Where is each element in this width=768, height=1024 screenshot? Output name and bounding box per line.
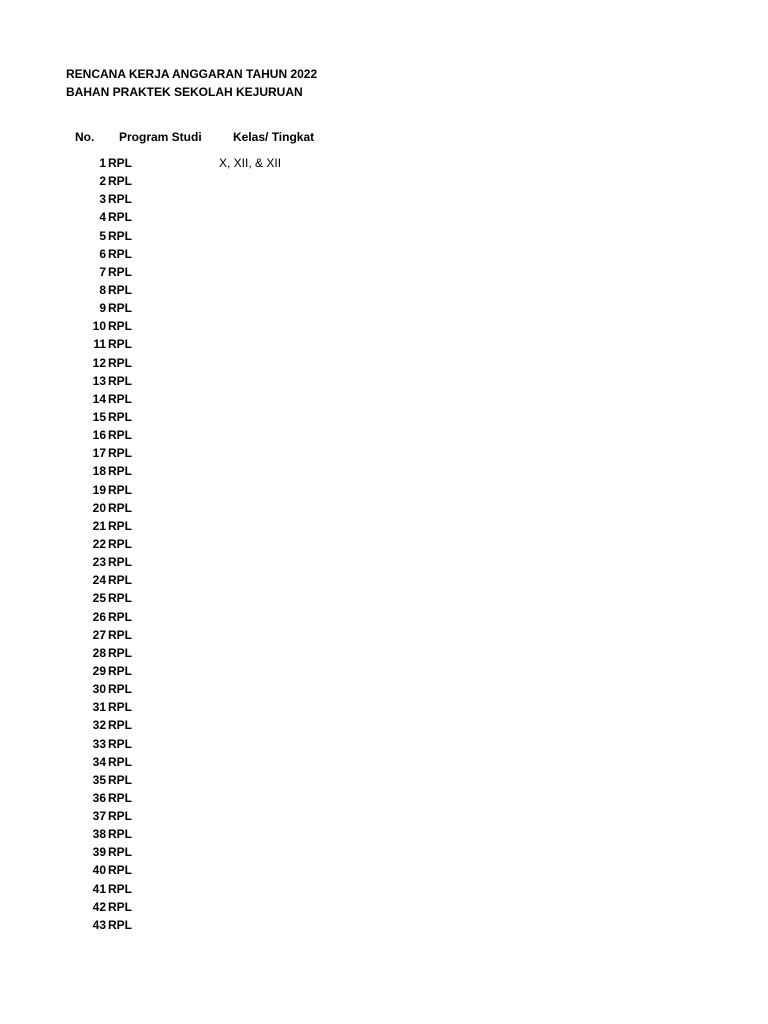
row-program-studi: RPL bbox=[108, 228, 132, 243]
row-program-studi: RPL bbox=[108, 863, 132, 878]
row-program-studi: RPL bbox=[108, 754, 132, 769]
table-row bbox=[0, 863, 400, 881]
table-row bbox=[0, 392, 400, 410]
row-program-studi: RPL bbox=[108, 809, 132, 824]
row-program-studi: RPL bbox=[108, 827, 132, 842]
row-program-studi: RPL bbox=[108, 899, 132, 914]
row-number: 23 bbox=[92, 555, 106, 570]
row-number: 7 bbox=[99, 264, 106, 279]
row-program-studi: RPL bbox=[108, 355, 132, 370]
table-row bbox=[0, 809, 400, 827]
row-program-studi: RPL bbox=[108, 156, 132, 170]
row-program-studi: RPL bbox=[108, 736, 132, 751]
row-program-studi: RPL bbox=[108, 301, 132, 316]
table-row bbox=[0, 682, 400, 700]
table-row bbox=[0, 174, 400, 192]
row-number: 17 bbox=[92, 446, 106, 461]
row-program-studi: RPL bbox=[108, 391, 132, 406]
table-row bbox=[0, 483, 400, 501]
row-program-studi: RPL bbox=[108, 428, 132, 443]
row-program-studi: RPL bbox=[108, 282, 132, 297]
row-program-studi: RPL bbox=[108, 536, 132, 551]
table-row bbox=[0, 845, 400, 863]
table-body bbox=[0, 156, 400, 936]
row-number: 32 bbox=[92, 718, 106, 733]
row-number: 8 bbox=[99, 282, 106, 297]
row-number: 9 bbox=[99, 301, 106, 316]
row-number: 41 bbox=[92, 881, 106, 896]
row-program-studi: RPL bbox=[108, 500, 132, 515]
table-row bbox=[0, 737, 400, 755]
row-number: 22 bbox=[92, 536, 106, 551]
row-program-studi: RPL bbox=[108, 192, 132, 207]
table-row bbox=[0, 283, 400, 301]
row-program-studi: RPL bbox=[108, 700, 132, 715]
row-number: 16 bbox=[92, 428, 106, 443]
row-number: 34 bbox=[92, 754, 106, 769]
row-program-studi: RPL bbox=[108, 627, 132, 642]
table-row bbox=[0, 591, 400, 609]
row-program-studi: RPL bbox=[108, 718, 132, 733]
table-row bbox=[0, 319, 400, 337]
table-row bbox=[0, 301, 400, 319]
row-number: 19 bbox=[92, 482, 106, 497]
table-row bbox=[0, 555, 400, 573]
row-number: 30 bbox=[92, 682, 106, 697]
row-program-studi: RPL bbox=[108, 373, 132, 388]
table-row bbox=[0, 519, 400, 537]
row-program-studi: RPL bbox=[108, 482, 132, 497]
row-program-studi: RPL bbox=[108, 573, 132, 588]
row-number: 36 bbox=[92, 790, 106, 805]
row-number: 15 bbox=[92, 409, 106, 424]
table-row bbox=[0, 918, 400, 936]
row-program-studi: RPL bbox=[108, 555, 132, 570]
table-row bbox=[0, 192, 400, 210]
table-row bbox=[0, 882, 400, 900]
row-number: 31 bbox=[92, 700, 106, 715]
table-row bbox=[0, 610, 400, 628]
row-number: 2 bbox=[99, 174, 106, 189]
table-row bbox=[0, 900, 400, 918]
row-number: 27 bbox=[92, 627, 106, 642]
row-number: 43 bbox=[92, 917, 106, 932]
row-program-studi: RPL bbox=[108, 609, 132, 624]
table-row bbox=[0, 337, 400, 355]
table-row bbox=[0, 827, 400, 845]
row-program-studi: RPL bbox=[108, 246, 132, 261]
row-number: 10 bbox=[92, 319, 106, 334]
table-row bbox=[0, 446, 400, 464]
row-number: 26 bbox=[92, 609, 106, 624]
row-program-studi: RPL bbox=[108, 682, 132, 697]
row-number: 38 bbox=[92, 827, 106, 842]
row-number: 35 bbox=[92, 772, 106, 787]
document-title-line-2: BAHAN PRAKTEK SEKOLAH KEJURUAN bbox=[66, 85, 303, 99]
row-program-studi: RPL bbox=[108, 917, 132, 932]
row-program-studi: RPL bbox=[108, 845, 132, 860]
row-program-studi: RPL bbox=[108, 337, 132, 352]
table-row bbox=[0, 374, 400, 392]
row-number: 24 bbox=[92, 573, 106, 588]
row-program-studi: RPL bbox=[108, 772, 132, 787]
row-number: 1 bbox=[99, 156, 106, 170]
row-number: 13 bbox=[92, 373, 106, 388]
table-row bbox=[0, 664, 400, 682]
table-row bbox=[0, 501, 400, 519]
table-row bbox=[0, 718, 400, 736]
table-row bbox=[0, 700, 400, 718]
row-number: 3 bbox=[99, 192, 106, 207]
row-program-studi: RPL bbox=[108, 663, 132, 678]
table-row bbox=[0, 646, 400, 664]
table-row bbox=[0, 356, 400, 374]
row-program-studi: RPL bbox=[108, 446, 132, 461]
table-row bbox=[0, 156, 400, 174]
row-program-studi: RPL bbox=[108, 518, 132, 533]
row-number: 14 bbox=[92, 391, 106, 406]
row-program-studi: RPL bbox=[108, 591, 132, 606]
row-number: 5 bbox=[99, 228, 106, 243]
document-title-line-1: RENCANA KERJA ANGGARAN TAHUN 2022 bbox=[66, 67, 318, 81]
row-number: 12 bbox=[92, 355, 106, 370]
row-number: 11 bbox=[93, 337, 106, 352]
table-row bbox=[0, 428, 400, 446]
table-row bbox=[0, 628, 400, 646]
table-row bbox=[0, 573, 400, 591]
row-number: 18 bbox=[92, 464, 106, 479]
row-kelas: X, XII, & XII bbox=[219, 156, 282, 170]
row-program-studi: RPL bbox=[108, 319, 132, 334]
row-number: 33 bbox=[92, 736, 106, 751]
row-program-studi: RPL bbox=[108, 264, 132, 279]
row-number: 40 bbox=[92, 863, 106, 878]
table-row bbox=[0, 791, 400, 809]
row-number: 37 bbox=[92, 809, 106, 824]
row-number: 42 bbox=[92, 899, 106, 914]
table-row bbox=[0, 265, 400, 283]
row-program-studi: RPL bbox=[108, 174, 132, 189]
table-row bbox=[0, 229, 400, 247]
row-program-studi: RPL bbox=[108, 210, 132, 225]
row-program-studi: RPL bbox=[108, 409, 132, 424]
row-program-studi: RPL bbox=[108, 645, 132, 660]
table-row bbox=[0, 210, 400, 228]
table-row bbox=[0, 247, 400, 265]
table-row bbox=[0, 755, 400, 773]
column-header-no: No. bbox=[75, 130, 95, 144]
table-row bbox=[0, 773, 400, 791]
row-number: 4 bbox=[99, 210, 106, 225]
row-number: 21 bbox=[92, 518, 106, 533]
row-program-studi: RPL bbox=[108, 464, 132, 479]
row-number: 29 bbox=[92, 663, 106, 678]
row-number: 20 bbox=[92, 500, 106, 515]
table-row bbox=[0, 537, 400, 555]
column-header-kelas: Kelas/ Tingkat bbox=[233, 130, 315, 144]
table-row bbox=[0, 410, 400, 428]
row-number: 28 bbox=[92, 645, 106, 660]
row-program-studi: RPL bbox=[108, 881, 132, 896]
row-number: 39 bbox=[92, 845, 106, 860]
row-number: 25 bbox=[92, 591, 106, 606]
row-number: 6 bbox=[99, 246, 106, 261]
column-header-program-studi: Program Studi bbox=[119, 130, 202, 144]
table-row bbox=[0, 464, 400, 482]
row-program-studi: RPL bbox=[108, 790, 132, 805]
